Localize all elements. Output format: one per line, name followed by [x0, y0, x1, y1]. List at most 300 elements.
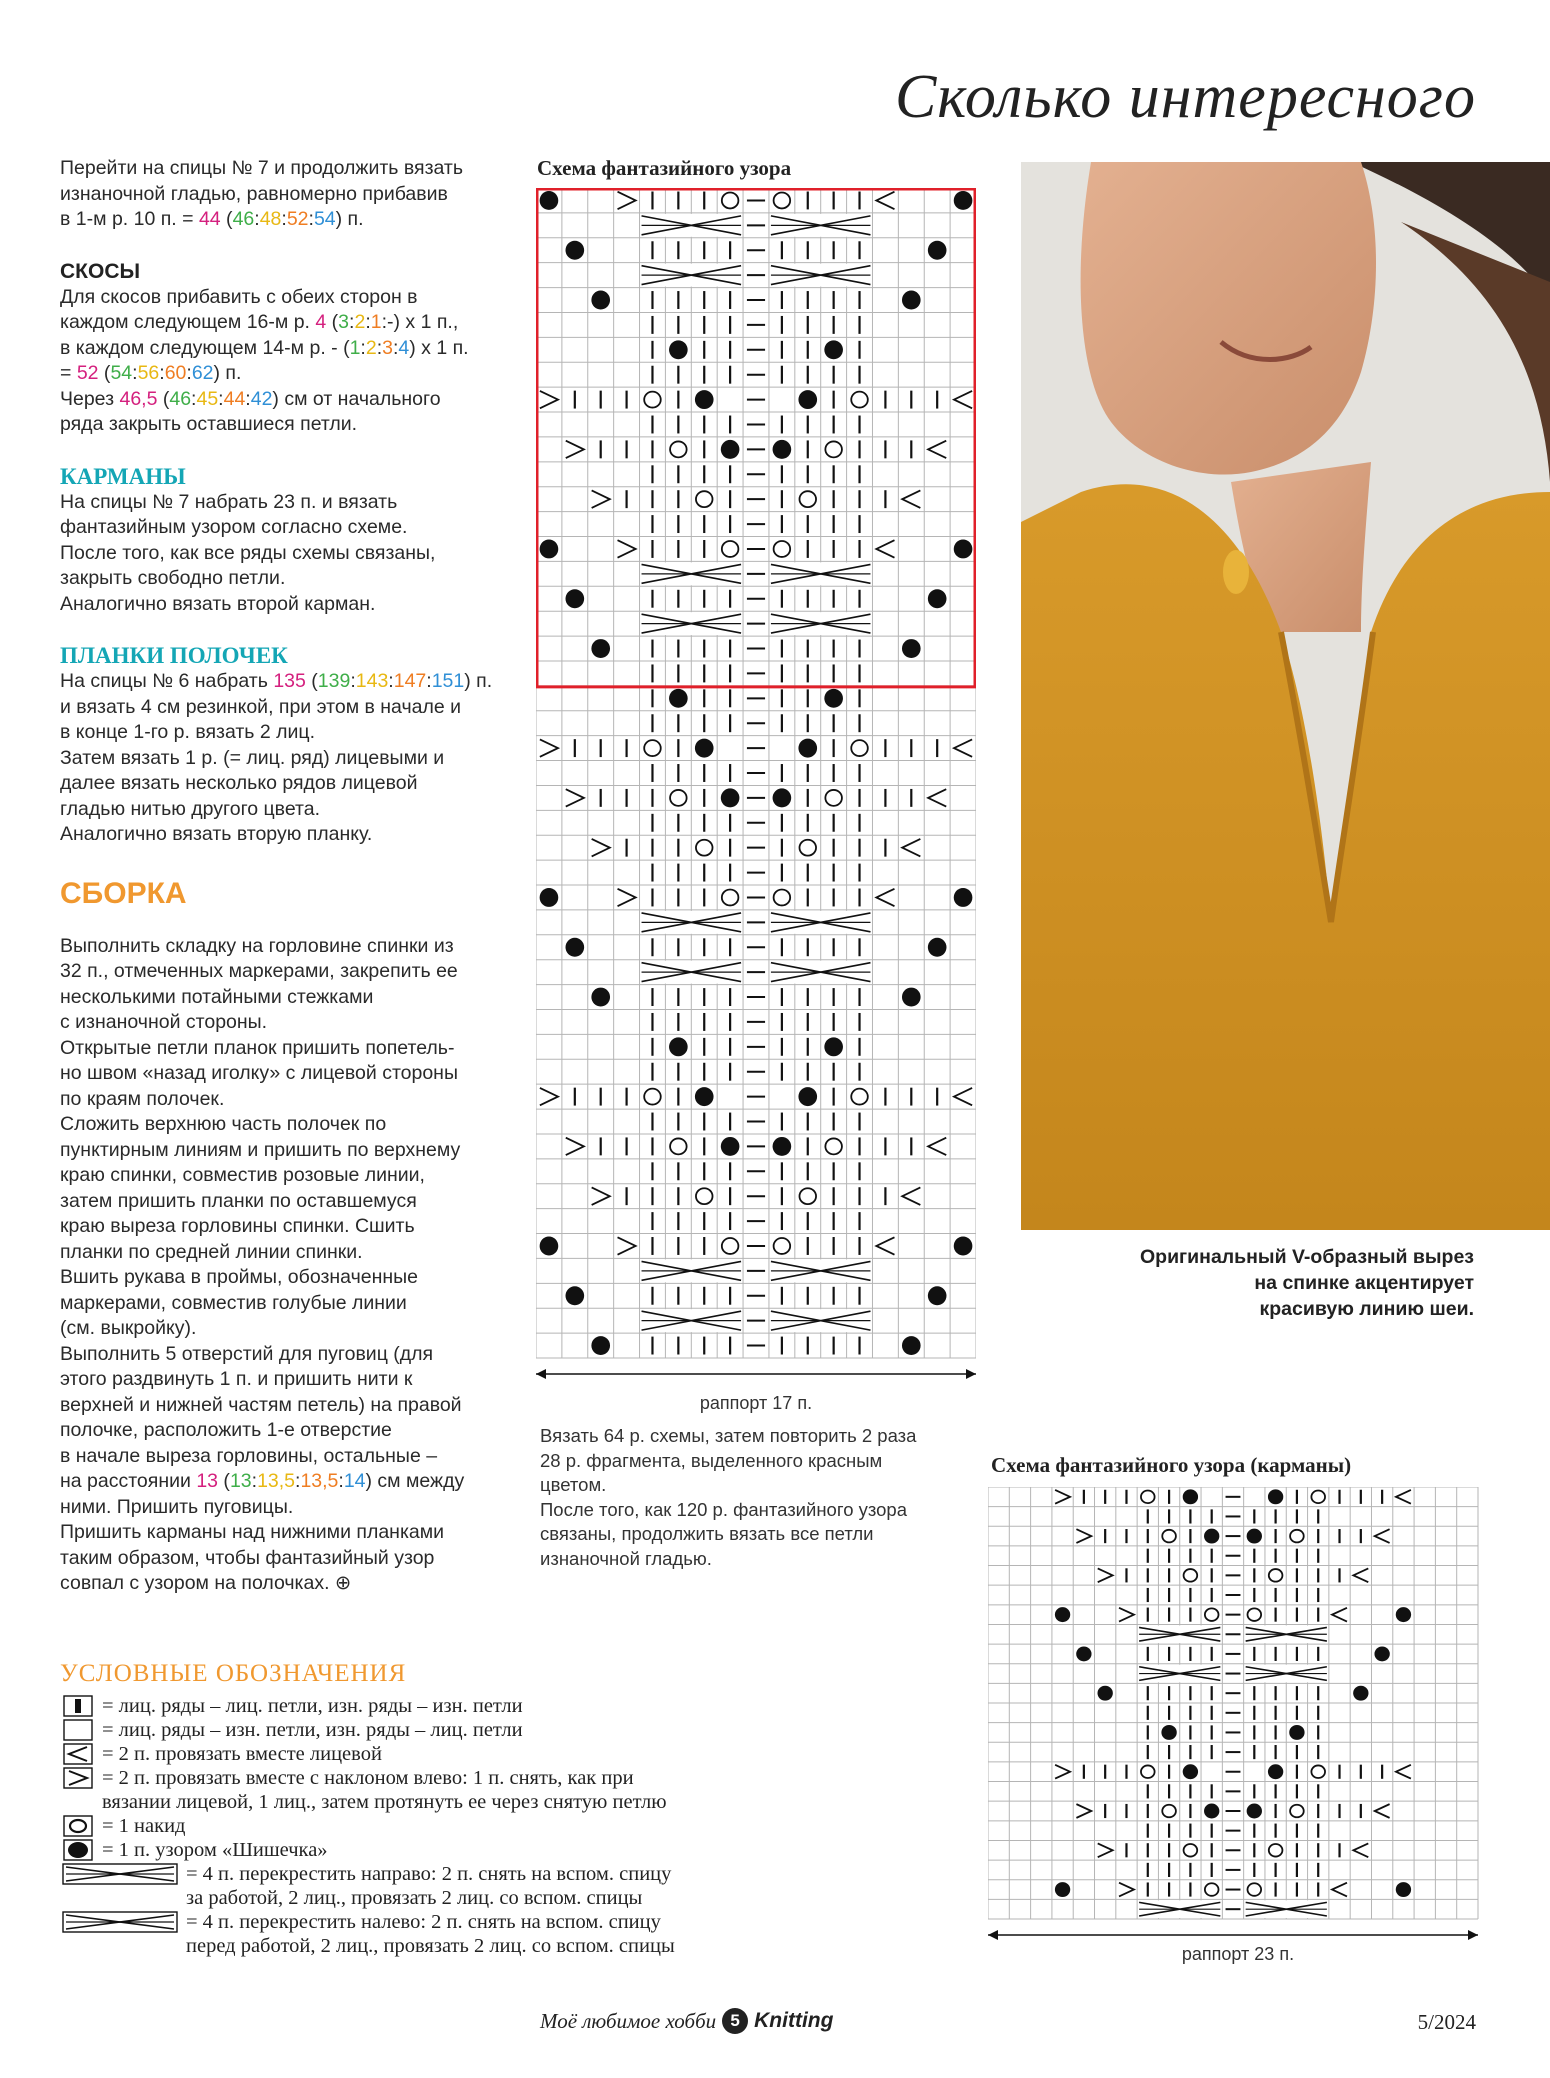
k2tog-symbol	[928, 789, 946, 806]
ssk-symbol	[618, 1237, 636, 1254]
photo-caption	[1140, 1244, 1474, 1322]
text-line: изнаночной гладью.	[540, 1547, 712, 1569]
bobble-symbol	[1396, 1882, 1411, 1897]
legend-text-line: = 4 п. перекрестить налево: 2 п. снять на вспом. спицу	[186, 1911, 661, 1933]
bobble-symbol	[773, 1137, 792, 1156]
size-value: 2	[354, 311, 366, 333]
text-line: этого раздвинуть 1 п. и пришить нити к	[60, 1368, 413, 1390]
text-run: (	[157, 387, 170, 410]
text-run: :	[426, 670, 432, 692]
text-run: :	[360, 336, 366, 359]
ssk-symbol	[618, 889, 636, 906]
text-run: :	[308, 208, 314, 230]
text-line	[60, 361, 515, 387]
bobble-symbol	[954, 539, 973, 558]
yarn-over-symbol	[1290, 1805, 1304, 1818]
legend-row	[60, 1838, 860, 1862]
bobble-symbol	[798, 390, 817, 409]
bobble-symbol	[1247, 1529, 1262, 1544]
bobble-symbol	[1268, 1764, 1283, 1779]
cable-symbol	[770, 214, 872, 237]
text-run: :	[349, 311, 355, 333]
legend-row	[60, 1910, 860, 1958]
yarn-over-icon	[60, 1814, 96, 1838]
knit-box-icon	[60, 1694, 96, 1718]
text-run: (	[220, 208, 233, 230]
bobble-symbol	[824, 1037, 843, 1056]
text-run: :	[365, 311, 371, 333]
text-run: :	[132, 362, 138, 384]
size-value: 44	[198, 208, 221, 230]
yarn-over-symbol	[1184, 1569, 1198, 1582]
arrow-right-icon	[1468, 1930, 1478, 1940]
yarn-over-symbol	[825, 790, 842, 806]
text-line	[60, 1469, 515, 1495]
text-line: Пришить карманы над нижними планками	[60, 1521, 445, 1543]
text-line: краю выреза горловины спинки. Сшить	[60, 1215, 415, 1237]
bobble-symbol	[1055, 1607, 1070, 1622]
size-value: 52	[286, 208, 309, 230]
bobble-symbol	[1183, 1764, 1198, 1779]
legend-text	[180, 1862, 671, 1910]
bobble-symbol	[721, 788, 740, 807]
ssk-symbol	[592, 490, 610, 507]
text-line: таким образом, чтобы фантазийный узор	[60, 1546, 435, 1569]
size-value: 48	[259, 208, 282, 230]
text-line: Сложить верхнюю часть полочек по	[60, 1113, 387, 1135]
cable-symbol	[641, 1259, 743, 1282]
size-value: 13	[229, 1470, 252, 1492]
bobble-symbol	[695, 1087, 714, 1106]
bobble-symbol	[902, 639, 921, 658]
yarn-over-symbol	[670, 1138, 687, 1154]
ssk-symbol	[1055, 1490, 1070, 1504]
k2tog-symbol	[1396, 1490, 1411, 1504]
bobble-symbol	[902, 1336, 921, 1355]
text-line: 32 п., отмеченных маркерами, закрепить ее	[60, 960, 458, 982]
text-run: в каждом следующем 14-м р. - (	[60, 336, 350, 359]
text-run: каждом следующем 16-м р.	[60, 311, 316, 333]
text-line: Для скосов прибавить с обеих сторон в	[60, 285, 418, 308]
arrow-right-icon	[966, 1369, 976, 1379]
bobble-symbol	[928, 938, 947, 957]
bobble-symbol	[1183, 1489, 1198, 1504]
k2tog-symbol	[876, 889, 894, 906]
size-value: 62	[191, 362, 214, 384]
footer-brand: Knitting	[754, 2009, 834, 2032]
ssk-symbol	[1055, 1765, 1070, 1779]
yarn-over-symbol	[1247, 1883, 1261, 1896]
bobble-icon	[60, 1838, 96, 1862]
yarn-over-symbol	[722, 541, 739, 557]
text-line: Затем вязать 1 р. (= лиц. ряд) лицевыми и	[60, 746, 445, 769]
bobble-symbol	[695, 390, 714, 409]
text-run: :	[295, 1470, 301, 1492]
text-line: изнаночной гладью, равномерно прибавив	[60, 182, 448, 205]
yarn-over-symbol	[774, 192, 791, 208]
bobble-symbol	[928, 1286, 947, 1305]
text-line: связаны, продолжить вязать все петли	[540, 1523, 874, 1544]
k2tog-symbol	[954, 391, 972, 408]
text-line	[60, 207, 515, 233]
legend-row	[60, 1766, 860, 1814]
bobble-symbol	[798, 1087, 817, 1106]
bobble-symbol	[928, 589, 947, 608]
ssk-symbol	[592, 839, 610, 856]
size-value: 2	[365, 336, 377, 359]
text-line: верхней и нижней частям петель) на правой	[60, 1393, 462, 1416]
legend-row	[60, 1862, 860, 1910]
text-line: Аналогично вязать вторую планку.	[60, 823, 373, 845]
under-chart-note	[540, 1424, 960, 1571]
bobble-symbol	[1204, 1804, 1219, 1819]
text-run: :	[376, 336, 383, 359]
cable-symbol	[1245, 1665, 1328, 1683]
text-run: :	[159, 362, 165, 384]
size-value: 46	[232, 208, 255, 230]
ssk-symbol	[566, 1138, 584, 1155]
legend-items	[60, 1694, 860, 1958]
text-line: Оригинальный V-образный вырез	[1139, 1246, 1474, 1268]
cable-symbol	[770, 1309, 872, 1332]
legend-text	[96, 1718, 523, 1742]
skosy-paragraph	[60, 285, 515, 438]
text-line: После того, как все ряды схемы связаны,	[60, 541, 436, 564]
footer-date: 5/2024	[1417, 2010, 1476, 2034]
text-line: в конце 1-го р. вязать 2 лиц.	[60, 721, 316, 743]
bobble-symbol	[1055, 1882, 1070, 1897]
bobble-symbol	[954, 888, 973, 907]
text-run: :	[388, 670, 394, 692]
text-line: ряда закрыть оставшиеся петли.	[60, 413, 358, 435]
legend-text-line: вязании лицевой, 1 лиц., затем протянуть ее через снятую петлю	[102, 1791, 667, 1813]
main-chart-title: Схема фантазийного узора	[537, 156, 792, 180]
text-run: Через	[60, 387, 120, 410]
bobble-symbol	[773, 788, 792, 807]
yarn-over-symbol	[851, 392, 868, 408]
text-line: Аналогично вязать второй карман.	[60, 592, 376, 615]
yarn-over-symbol	[825, 441, 842, 457]
bobble-symbol	[721, 440, 740, 459]
size-value: 45	[196, 387, 219, 410]
legend-text	[96, 1742, 382, 1766]
cable-symbol	[1245, 1900, 1328, 1918]
bobble-symbol	[824, 340, 843, 359]
k2tog-symbol	[902, 490, 920, 507]
bobble-symbol	[591, 291, 610, 310]
yarn-over-symbol	[722, 192, 739, 208]
ssk-symbol	[1119, 1883, 1134, 1897]
intro-paragraph	[60, 156, 515, 233]
legend-text	[96, 1694, 523, 1718]
cable-symbol	[1245, 1625, 1328, 1643]
size-value: 135	[273, 670, 306, 692]
yarn-over-symbol	[1162, 1805, 1176, 1818]
text-line: гладью нитью другого цвета.	[60, 797, 320, 820]
bobble-symbol	[954, 191, 973, 210]
cable-symbol	[770, 911, 872, 934]
ssk-symbol	[540, 391, 558, 408]
bobble-symbol	[1098, 1686, 1113, 1701]
size-value: 44	[223, 387, 246, 410]
bobble-symbol	[540, 888, 559, 907]
size-value: 3	[382, 336, 393, 359]
text-run: (	[326, 311, 339, 333]
cable-symbol	[770, 264, 872, 287]
bobble-symbol	[773, 440, 792, 459]
highlight-frame	[537, 189, 975, 687]
legend-text-line: = 2 п. провязать вместе с наклоном влево: 1 п. снять, как при	[102, 1767, 634, 1789]
bobble-symbol	[540, 539, 559, 558]
pocket-chart-rapport: раппорт 23 п.	[1181, 1944, 1295, 1964]
text-run: :	[191, 387, 197, 410]
bobble-symbol	[954, 1237, 973, 1256]
k2tog-symbol	[876, 192, 894, 209]
bobble-symbol	[928, 241, 947, 260]
legend-text-line: = 2 п. провязать вместе лицевой	[102, 1743, 382, 1765]
size-value: 54	[313, 208, 336, 230]
text-run: ) см между	[365, 1470, 465, 1492]
size-value: 56	[137, 362, 160, 384]
k2tog-symbol	[902, 839, 920, 856]
bobble-symbol	[902, 291, 921, 310]
text-line: цветом.	[540, 1474, 607, 1495]
skosy-heading: СКОСЫ	[60, 259, 141, 283]
legend-row	[60, 1694, 860, 1718]
photo-illustration	[1021, 162, 1550, 1230]
cable-symbol	[641, 214, 743, 237]
ssk-symbol	[540, 739, 558, 756]
size-value: 13,5	[257, 1470, 296, 1492]
size-value: 46,5	[119, 387, 158, 410]
text-line: Перейти на спицы № 7 и продолжить вязать	[60, 157, 464, 179]
text-line: далее вязать несколько рядов лицевой	[60, 772, 418, 794]
text-line: планки по средней линии спинки.	[60, 1240, 363, 1263]
bobble-symbol	[1161, 1725, 1176, 1740]
bobble-symbol	[540, 191, 559, 210]
yarn-over-symbol	[774, 890, 791, 906]
arrow-left-icon	[988, 1930, 998, 1940]
bobble-symbol	[566, 589, 585, 608]
size-value: 52	[76, 362, 99, 384]
karmany-paragraph	[60, 490, 515, 618]
yarn-over-symbol	[644, 1089, 661, 1105]
text-run: ) п.	[213, 362, 242, 384]
yarn-over-symbol	[1269, 1569, 1283, 1582]
k2tog-icon	[60, 1742, 96, 1766]
size-value: 139	[317, 670, 351, 692]
bobble-symbol	[824, 689, 843, 708]
yarn-over-symbol	[1141, 1765, 1155, 1778]
k2tog-symbol	[954, 1088, 972, 1105]
ssk-symbol	[1098, 1843, 1113, 1857]
size-value: 54	[110, 362, 133, 384]
size-value: 42	[250, 387, 273, 410]
legend-row	[60, 1718, 860, 1742]
text-line: краю спинки, совместив розовые линии,	[60, 1164, 425, 1186]
text-line: полочке, расположить 1-е отверстие	[60, 1419, 392, 1441]
text-line: маркерами, совместив голубые линии	[60, 1291, 407, 1314]
text-line: На спицы № 7 набрать 23 п. и вязать	[60, 490, 398, 513]
text-line: ними. Пришить пуговицы.	[60, 1495, 294, 1518]
bobble-symbol	[591, 988, 610, 1007]
cable-symbol	[1138, 1625, 1221, 1643]
text-line: Выполнить 5 отверстий для пуговиц (для	[60, 1342, 434, 1365]
ssk-symbol	[618, 192, 636, 209]
text-line: и вязать 4 см резинкой, при этом в начале и	[60, 695, 462, 718]
yarn-over-symbol	[696, 1188, 713, 1204]
text-run: ) п.	[335, 208, 364, 230]
cable-symbol	[641, 911, 743, 934]
yarn-over-symbol	[1247, 1608, 1261, 1621]
legend-text	[180, 1910, 675, 1958]
planki-paragraph	[60, 669, 515, 848]
legend-text	[96, 1766, 667, 1814]
cable-symbol	[1138, 1900, 1221, 1918]
yarn-over-symbol	[1205, 1883, 1219, 1896]
text-run: :	[281, 208, 287, 230]
text-run: :	[186, 362, 192, 384]
yarn-over-symbol	[722, 890, 739, 906]
yarn-over-symbol	[799, 840, 816, 856]
text-run: На спицы № 6 набрать	[60, 670, 274, 692]
text-line: Вшить рукава в проймы, обозначенные	[60, 1266, 418, 1288]
text-run: :	[251, 1470, 258, 1492]
cable-symbol	[770, 562, 872, 585]
bobble-symbol	[721, 1137, 740, 1156]
cable-symbol	[770, 612, 872, 635]
ssk-symbol	[1076, 1529, 1091, 1543]
legend-text-line: = лиц. ряды – изн. петли, изн. ряды – лиц. петли	[102, 1719, 523, 1741]
text-run: в 1-м р. 10 п. =	[60, 208, 199, 230]
bobble-symbol	[902, 988, 921, 1007]
yarn-over-symbol	[774, 541, 791, 557]
legend-row	[60, 1814, 860, 1838]
yarn-over-symbol	[722, 1238, 739, 1254]
bobble-symbol	[695, 739, 714, 758]
text-line: затем пришить планки по оставшемуся	[60, 1189, 417, 1212]
legend-text-line: = 1 п. узором «Шишечка»	[102, 1839, 328, 1861]
sborka-paragraph	[60, 934, 515, 1597]
k2tog-symbol	[1375, 1529, 1390, 1543]
text-line: на спинке акцентирует	[1254, 1272, 1474, 1294]
yarn-over-symbol	[1205, 1608, 1219, 1621]
yarn-over-symbol	[799, 491, 816, 507]
bobble-symbol	[540, 1237, 559, 1256]
ssk-symbol	[566, 789, 584, 806]
bobble-symbol	[566, 241, 585, 260]
text-line: фантазийным узором согласно схеме.	[60, 516, 408, 538]
cable-symbol	[641, 562, 743, 585]
bobble-symbol	[669, 1037, 688, 1056]
text-run: ) п.	[464, 670, 493, 692]
text-run: :	[254, 208, 260, 230]
yarn-over-symbol	[1184, 1844, 1198, 1857]
legend-text-line: = 1 накид	[102, 1815, 186, 1837]
ssk-symbol	[1098, 1568, 1113, 1582]
bobble-symbol	[1247, 1804, 1262, 1819]
ssk-symbol	[1076, 1804, 1091, 1818]
text-line	[60, 669, 515, 695]
legend-text	[96, 1838, 328, 1862]
cable-symbol	[770, 961, 872, 984]
ssk-symbol	[592, 1187, 610, 1204]
bobble-symbol	[591, 639, 610, 658]
yarn-over-symbol	[825, 1138, 842, 1154]
bobble-symbol	[669, 689, 688, 708]
karmany-heading: КАРМАНЫ	[60, 463, 186, 489]
legend-title: УСЛОВНЫЕ ОБОЗНАЧЕНИЯ	[60, 1660, 407, 1687]
ssk-symbol	[618, 540, 636, 557]
text-line	[60, 336, 515, 362]
bobble-symbol	[566, 938, 585, 957]
bobble-symbol	[1396, 1607, 1411, 1622]
page-title: Сколько интересного	[894, 63, 1476, 131]
bobble-symbol	[1204, 1529, 1219, 1544]
bobble-symbol	[1268, 1489, 1283, 1504]
footer-badge: 5	[722, 2008, 748, 2034]
cable-symbol	[1138, 1665, 1221, 1683]
size-value: 14	[343, 1470, 366, 1492]
planki-heading: ПЛАНКИ ПОЛОЧЕК	[60, 643, 288, 668]
text-line: с изнаночной стороны.	[60, 1011, 268, 1033]
text-line: совпал с узором на полочках. ⊕	[60, 1572, 352, 1594]
bobble-symbol	[1076, 1646, 1091, 1661]
yarn-over-symbol	[851, 1089, 868, 1105]
yarn-over-symbol	[696, 491, 713, 507]
legend-text	[96, 1814, 186, 1838]
cable-symbol	[641, 961, 743, 984]
bobble-symbol	[1374, 1646, 1389, 1661]
ssk-symbol	[540, 1088, 558, 1105]
footer-magazine	[540, 2008, 833, 2034]
size-value: 147	[393, 670, 427, 692]
text-line: Открытые петли планок пришить попетель-	[60, 1036, 455, 1059]
size-value: 143	[355, 670, 389, 692]
text-run: :	[245, 387, 251, 410]
k2tog-symbol	[928, 441, 946, 458]
yarn-over-symbol	[696, 840, 713, 856]
text-run: =	[60, 362, 77, 384]
cable-right-icon	[60, 1862, 180, 1886]
text-line: После того, как 120 р. фантазийного узора	[540, 1498, 908, 1520]
k2tog-symbol	[1353, 1568, 1368, 1582]
text-run: :	[392, 336, 399, 359]
yarn-over-symbol	[1311, 1765, 1325, 1778]
size-value: 4	[315, 311, 327, 333]
main-chart	[536, 188, 976, 1403]
size-value: 3	[338, 311, 350, 333]
legend-text-line: = 4 п. перекрестить направо: 2 п. снять на вспом. спицу	[186, 1863, 672, 1885]
yarn-over-symbol	[1311, 1491, 1325, 1504]
yarn-over-symbol	[774, 1238, 791, 1254]
text-line: 28 р. фрагмента, выделенного красным	[540, 1449, 883, 1471]
bobble-symbol	[566, 1286, 585, 1305]
ssk-symbol	[1119, 1608, 1134, 1622]
sborka-heading: СБОРКА	[60, 876, 187, 910]
left-text-column	[60, 156, 515, 1597]
k2tog-symbol	[1332, 1883, 1347, 1897]
text-line: пунктирным линиям и пришить по верхнему	[60, 1138, 461, 1161]
legend-text-line: перед работой, 2 лиц., провязать 2 лиц. со вспом. спицы	[186, 1935, 675, 1957]
yarn-over-symbol	[799, 1188, 816, 1204]
size-value: 13	[196, 1470, 219, 1492]
text-line: красивую линию шеи.	[1259, 1298, 1474, 1320]
k2tog-symbol	[928, 1138, 946, 1155]
text-run: (	[218, 1470, 230, 1492]
text-line: (см. выкройку).	[60, 1317, 197, 1339]
chart-grid	[988, 1487, 1478, 1919]
